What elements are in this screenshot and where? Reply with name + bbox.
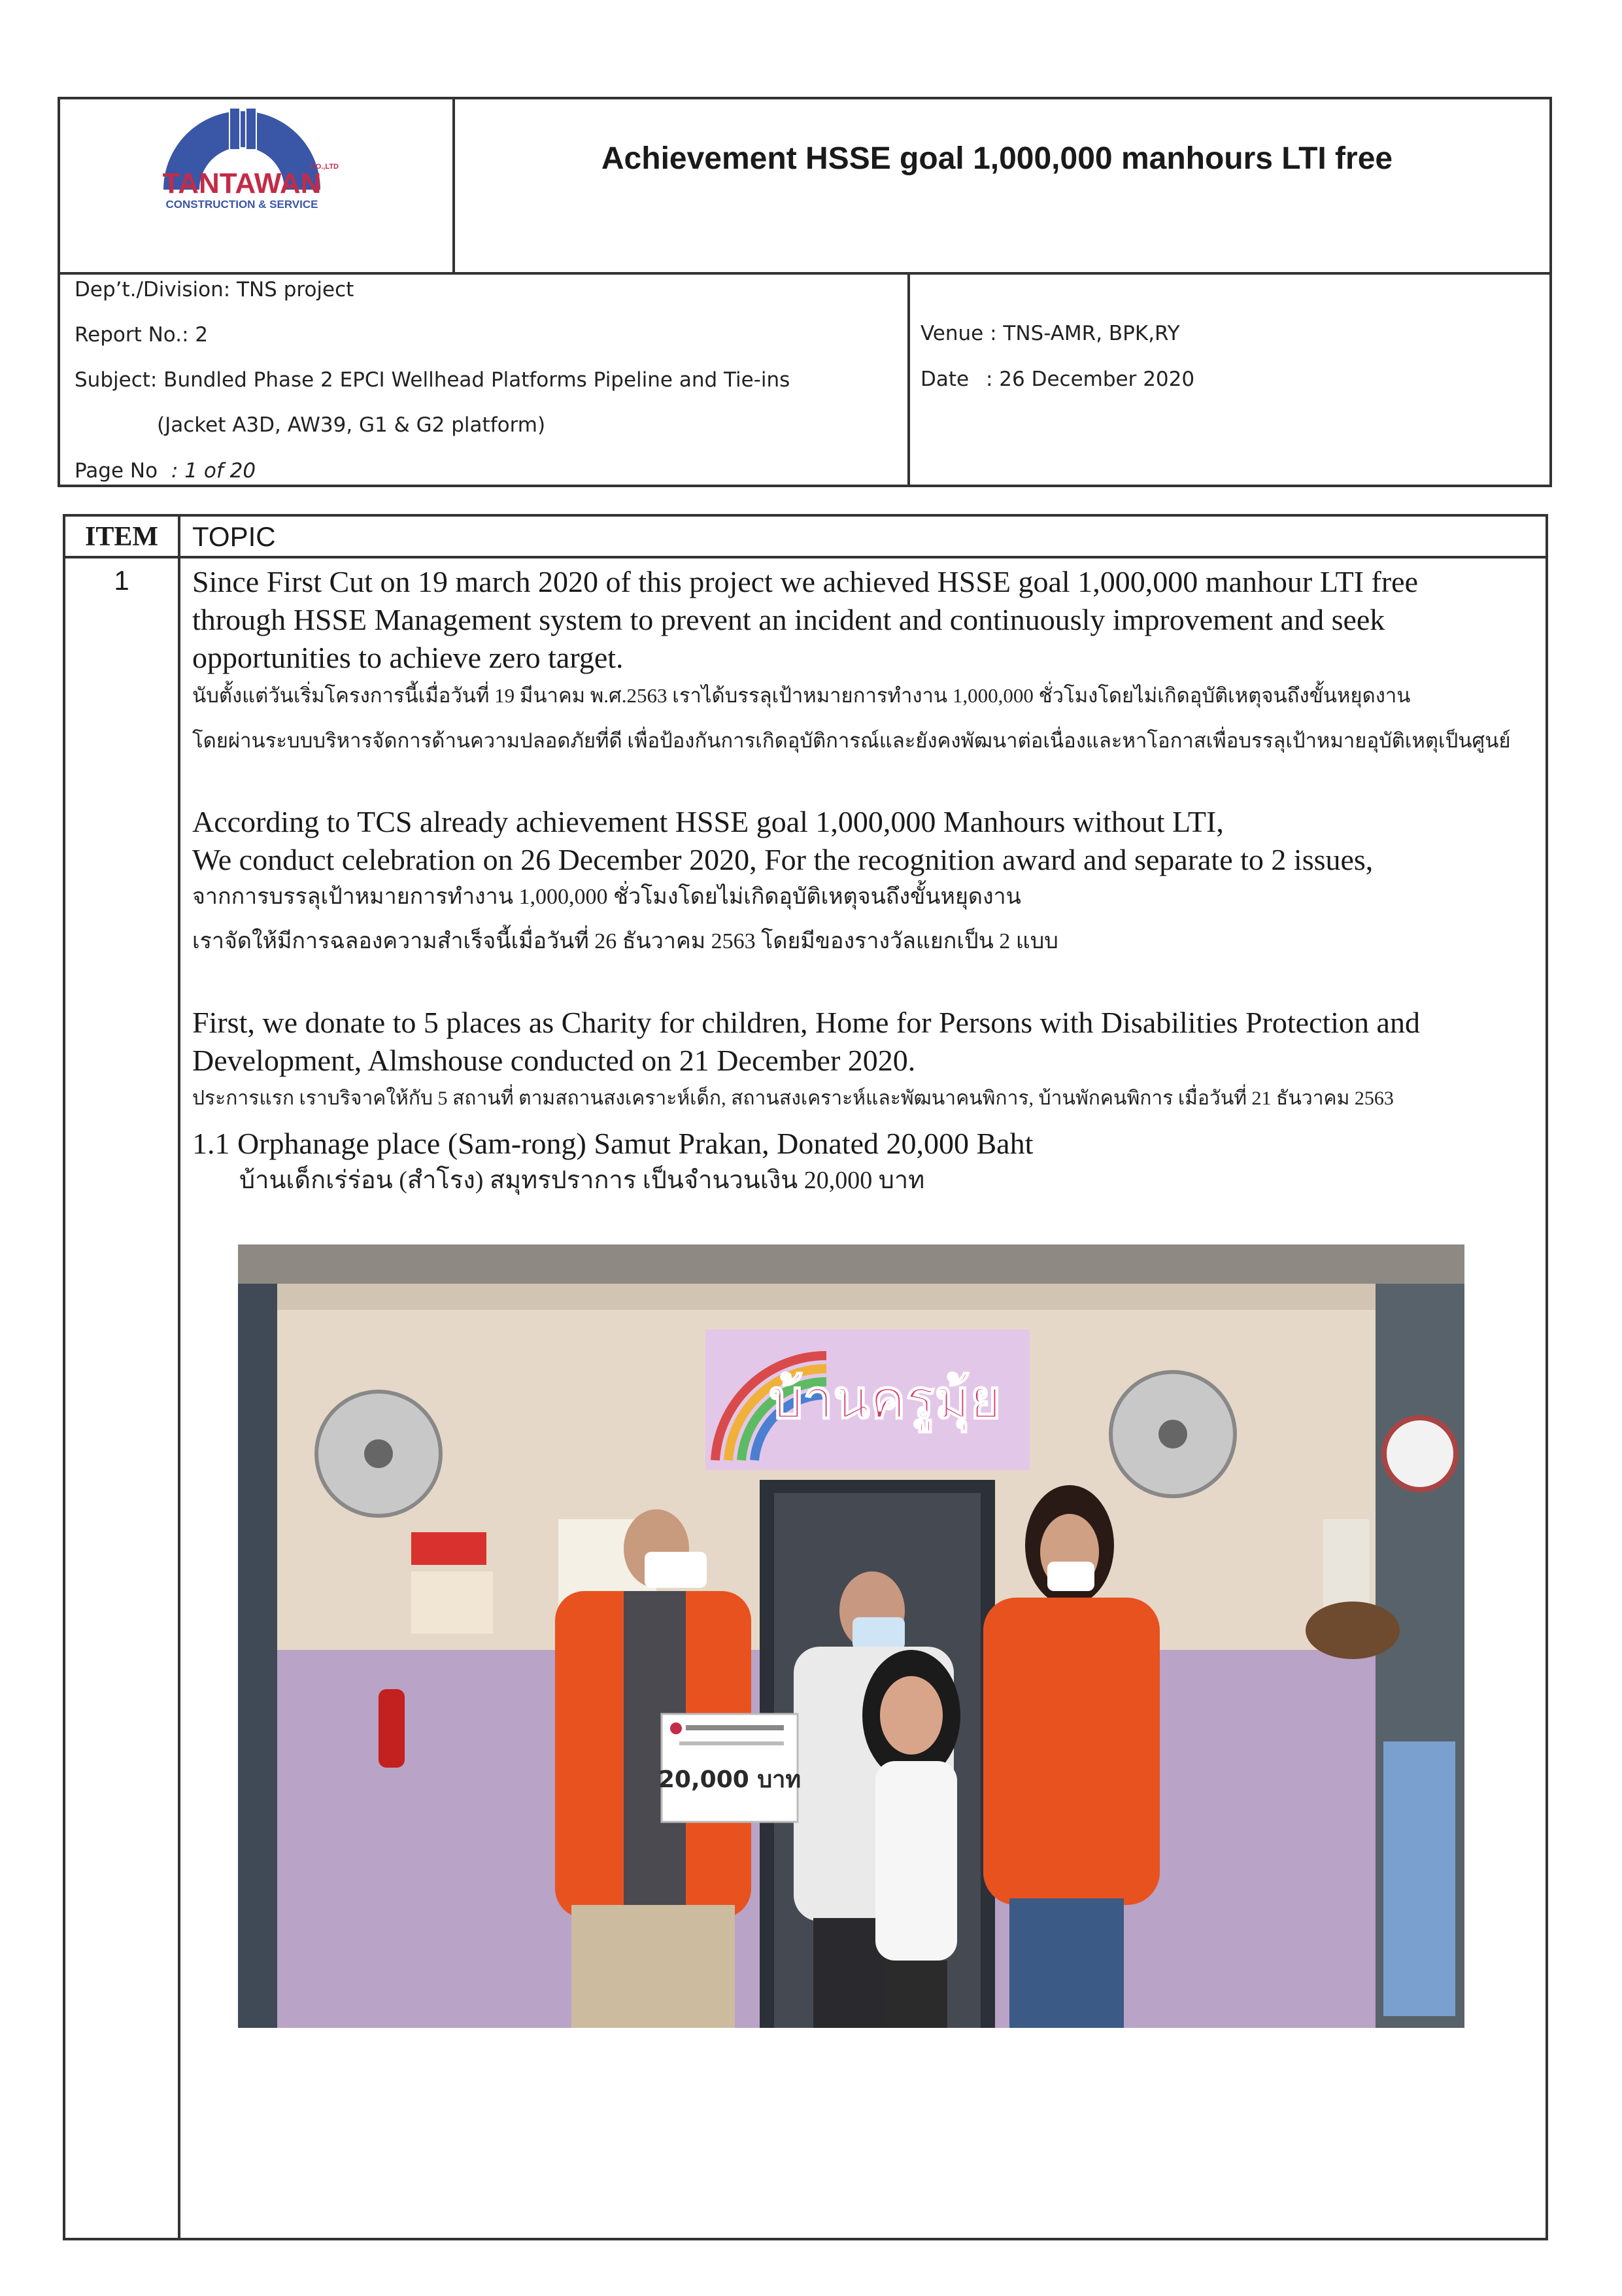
paragraph-2-en-line-1: According to TCS already achievement HSSE goal 1,000,000 Manhours without LTI, — [192, 805, 1224, 838]
paragraph-2-th-line-1: จากการบรรลุเป้าหมายการทำงาน 1,000,000 ชั่วโมงโดยไม่เกิดอุบัติเหตุจนถึงขั้นหยุดงาน — [192, 885, 1021, 909]
date-label: Date — [921, 368, 970, 391]
paragraph-2-th-line-2: เราจัดให้มีการฉลองความสำเร็จนี้เมื่อวันที่ 26 ธันวาคม 2563 โดยมีของรางวัลแยกเป็น 2 แบบ — [192, 929, 1058, 953]
division-label: Dep’t./Division: TNS project — [75, 278, 354, 301]
logo-tagline: CONSTRUCTION & SERVICE — [165, 198, 318, 211]
column-header-item: ITEM — [84, 522, 158, 552]
paragraph-1-th-line-2: โดยผ่านระบบบริหารจัดการด้านความปลอดภัยที่ดี เพื่อป้องกันการเกิดอุบัติการณ์และยังคงพัฒนาต่อเนื่องและหาโอกาสเพื่อบรรลุเป้าหมายอุบัติเหตุเป็นศูนย์ — [192, 729, 1511, 752]
date-value: : 26 December 2020 — [986, 368, 1195, 391]
paragraph-2-en-line-2: We conduct celebration on 26 December 2020, For the recognition award and separate to 2 issues, — [192, 843, 1374, 876]
paragraph-1-en-line-1: Since First Cut on 19 march 2020 of this project we achieved HSSE goal 1,000,000 manhour LTI free — [192, 565, 1418, 598]
subitem-1-1-en: 1.1 Orphanage place (Sam-rong) Samut Prakan, Donated 20,000 Baht — [192, 1127, 1034, 1160]
subject-continuation: (Jacket A3D, AW39, G1 & G2 platform) — [157, 413, 546, 437]
report-number: Report No.: 2 — [75, 323, 209, 347]
subitem-1-1-th: บ้านเด็กเร่ร่อน (สำโรง) สมุทรปราการ เป็นจำนวนเงิน 20,000 บาท — [239, 1167, 925, 1194]
paragraph-1-en-line-3: opportunities to achieve zero target. — [192, 641, 624, 674]
paragraph-1-th-line-1: นับตั้งแต่วันเริ่มโครงการนี้เมื่อวันที่ 19 มีนาคม พ.ศ.2563 เราได้บรรลุเป้าหมายการทำงาน 1,000,000 ชั่วโมงโดยไม่เกิดอุบัติเหตุจนถึงขั้นหยุดงาน — [192, 684, 1411, 707]
item-number: 1 — [114, 565, 129, 596]
company-logo — [131, 105, 353, 275]
venue-label: Venue : TNS-AMR, BPK,RY — [921, 322, 1180, 345]
check-amount: 20,000 บาท — [658, 1766, 802, 1793]
donation-photo — [238, 1244, 1464, 2028]
logo-company-name: TANTAWAN — [162, 167, 322, 199]
paragraph-3-th-line-1: ประการแรก เราบริจาคให้กับ 5 สถานที่ ตามสถานสงเคราะห์เด็ก, สถานสงเคราะห์และพัฒนาคนพิการ, บ้านพักคนพิการ เมื่อวันที่ 21 ธันวาคม 2563 — [192, 1088, 1394, 1109]
paragraph-3-en-line-1: First, we donate to 5 places as Charity for children, Home for Persons with Disabilities Protection and — [192, 1006, 1420, 1039]
paragraph-3-en-line-2: Development, Almshouse conducted on 21 December 2020. — [192, 1044, 916, 1077]
subject-label: Subject: Bundled Phase 2 EPCI Wellhead Platforms Pipeline and Tie-ins — [75, 368, 790, 392]
column-header-topic: TOPIC — [192, 521, 276, 552]
page-number-label: Page No — [75, 459, 158, 483]
shop-sign-text: บ้านครูมุ้ย — [769, 1369, 1002, 1431]
page-title: Achievement HSSE goal 1,000,000 manhours LTI free — [601, 141, 1393, 176]
paragraph-1-en-line-2: through HSSE Management system to prevent an incident and continuously improvement and seek — [192, 603, 1385, 636]
page-number-value: : 1 of 20 — [171, 459, 256, 483]
logo-suffix: CO.,LTD — [310, 163, 339, 171]
